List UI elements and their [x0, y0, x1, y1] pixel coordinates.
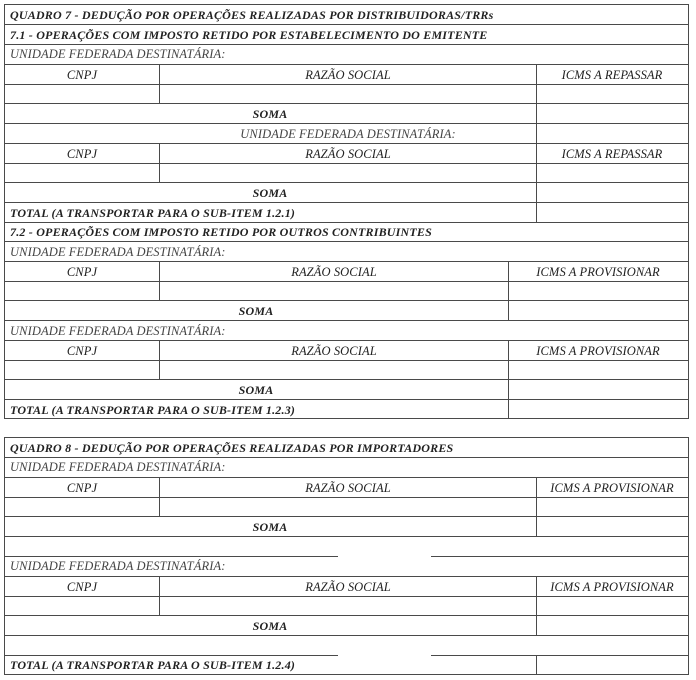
total-1-2-4-label: TOTAL (A TRANSPORTAR PARA O SUB-ITEM 1.2.4) — [10, 658, 296, 672]
icms-repassar-field[interactable] — [537, 85, 688, 103]
col-icms-repassar: ICMS A REPASSAR — [561, 68, 663, 82]
col-razao-social: RAZÃO SOCIAL — [291, 265, 377, 279]
razao-social-field[interactable] — [160, 282, 508, 300]
col-cnpj: CNPJ — [66, 344, 98, 358]
soma-value-field[interactable] — [537, 183, 688, 202]
col-icms-repassar: ICMS A REPASSAR — [561, 147, 663, 161]
soma-label: SOMA — [238, 304, 274, 318]
uf-destinataria-label: UNIDADE FEDERADA DESTINATÁRIA: — [10, 460, 226, 474]
razao-social-field[interactable] — [160, 361, 508, 379]
col-cnpj: CNPJ — [66, 147, 98, 161]
col-razao-social: RAZÃO SOCIAL — [305, 580, 391, 594]
col-cnpj: CNPJ — [66, 481, 98, 495]
uf-destinataria-label: UNIDADE FEDERADA DESTINATÁRIA: — [10, 559, 226, 573]
total-1-2-1-field[interactable] — [537, 203, 688, 222]
section-7-2-title: 7.2 - OPERAÇÕES COM IMPOSTO RETIDO POR OUTROS CONTRIBUINTES — [10, 225, 432, 239]
total-1-2-4-field[interactable] — [537, 656, 688, 674]
cnpj-field[interactable] — [5, 164, 159, 182]
uf-destinataria-label: UNIDADE FEDERADA DESTINATÁRIA: — [10, 324, 226, 338]
col-icms-provisionar: ICMS A PROVISIONAR — [550, 580, 674, 594]
quadro-7-title: QUADRO 7 - DEDUÇÃO POR OPERAÇÕES REALIZADAS POR DISTRIBUIDORAS/TRRs — [10, 8, 494, 22]
uf-destinataria-label: UNIDADE FEDERADA DESTINATÁRIA: — [10, 47, 226, 61]
icms-provisionar-field[interactable] — [537, 597, 688, 615]
quadro-8-title: QUADRO 8 - DEDUÇÃO POR OPERAÇÕES REALIZADAS POR IMPORTADORES — [10, 441, 454, 455]
razao-social-field[interactable] — [160, 498, 536, 516]
icms-provisionar-field[interactable] — [537, 498, 688, 516]
soma-value-field[interactable] — [537, 104, 688, 123]
col-icms-provisionar: ICMS A PROVISIONAR — [536, 265, 660, 279]
total-1-2-3-field[interactable] — [509, 400, 688, 418]
soma-label: SOMA — [252, 619, 288, 633]
razao-social-field[interactable] — [160, 164, 536, 182]
soma-label: SOMA — [252, 107, 288, 121]
uf-destinataria-label: UNIDADE FEDERADA DESTINATÁRIA: — [10, 245, 226, 259]
total-1-2-3-label: TOTAL (A TRANSPORTAR PARA O SUB-ITEM 1.2.3) — [10, 403, 296, 417]
icms-provisionar-field[interactable] — [509, 361, 688, 379]
col-razao-social: RAZÃO SOCIAL — [291, 344, 377, 358]
soma-value-field[interactable] — [537, 616, 688, 635]
razao-social-field[interactable] — [160, 597, 536, 615]
soma-label: SOMA — [238, 383, 274, 397]
soma-label: SOMA — [252, 520, 288, 534]
soma-value-field[interactable] — [509, 380, 688, 399]
col-cnpj: CNPJ — [66, 68, 98, 82]
cnpj-field[interactable] — [5, 85, 159, 103]
total-1-2-1-label: TOTAL (A TRANSPORTAR PARA O SUB-ITEM 1.2.1) — [10, 206, 296, 220]
col-cnpj: CNPJ — [66, 580, 98, 594]
soma-value-field[interactable] — [509, 301, 688, 320]
cnpj-field[interactable] — [5, 498, 159, 516]
icms-repassar-field[interactable] — [537, 164, 688, 182]
soma-label: SOMA — [252, 186, 288, 200]
col-icms-provisionar: ICMS A PROVISIONAR — [536, 344, 660, 358]
col-cnpj: CNPJ — [66, 265, 98, 279]
uf-destinataria-label: UNIDADE FEDERADA DESTINATÁRIA: — [240, 127, 456, 141]
razao-social-field[interactable] — [160, 85, 536, 103]
icms-provisionar-field[interactable] — [509, 282, 688, 300]
col-razao-social: RAZÃO SOCIAL — [305, 147, 391, 161]
section-7-1-title: 7.1 - OPERAÇÕES COM IMPOSTO RETIDO POR ESTABELECIMENTO DO EMITENTE — [10, 28, 488, 42]
cnpj-field[interactable] — [5, 361, 159, 379]
soma-value-field[interactable] — [537, 517, 688, 536]
cnpj-field[interactable] — [5, 597, 159, 615]
col-icms-provisionar: ICMS A PROVISIONAR — [550, 481, 674, 495]
cnpj-field[interactable] — [5, 282, 159, 300]
col-razao-social: RAZÃO SOCIAL — [305, 68, 391, 82]
col-razao-social: RAZÃO SOCIAL — [305, 481, 391, 495]
